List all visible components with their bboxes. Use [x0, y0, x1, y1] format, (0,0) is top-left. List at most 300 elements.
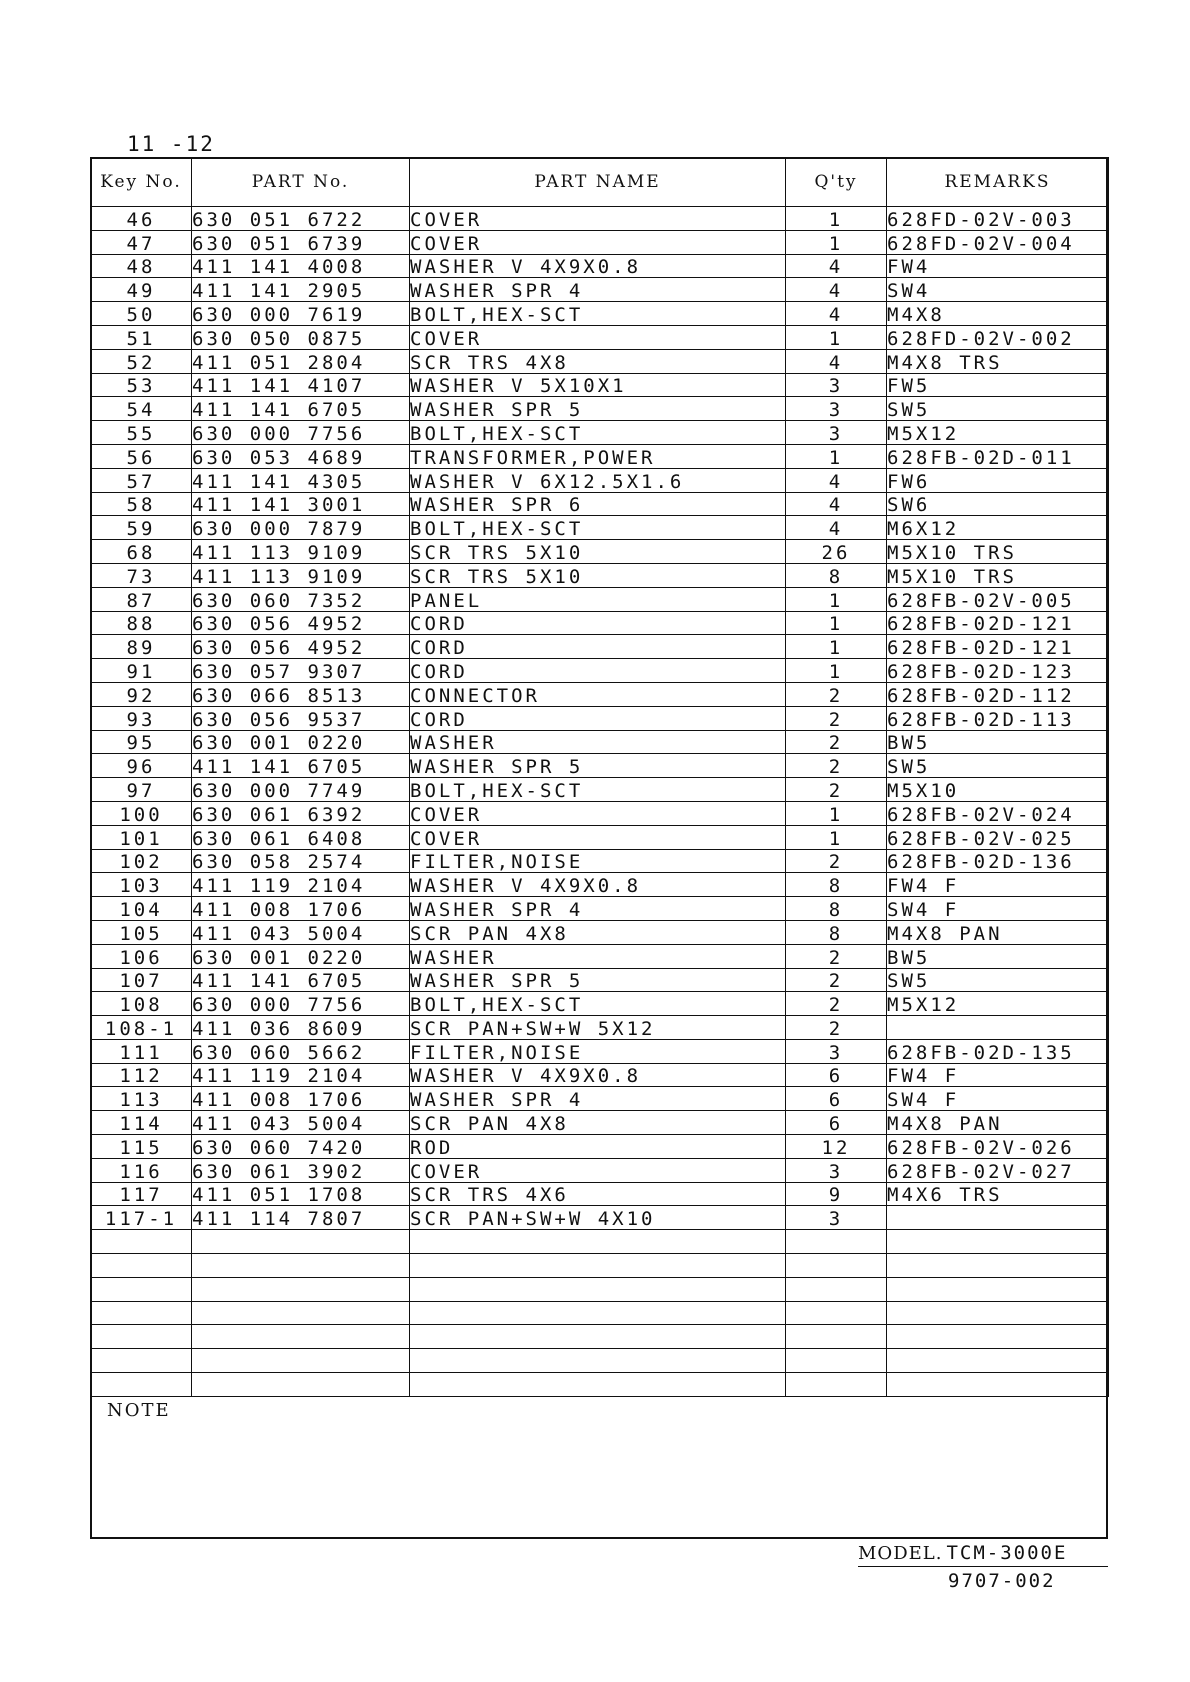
part-name-cell — [410, 1325, 786, 1349]
part-name-cell: WASHER SPR 4 — [410, 1087, 786, 1111]
qty-cell — [786, 1301, 887, 1325]
part-no-cell: 411 036 8609 — [192, 1016, 410, 1040]
qty-cell: 26 — [786, 540, 887, 564]
qty-cell: 2 — [786, 944, 887, 968]
part-no-cell: 411 113 9109 — [192, 563, 410, 587]
part-no-cell — [192, 1301, 410, 1325]
key-no-cell: 114 — [91, 1111, 192, 1135]
table-row — [91, 230, 1109, 254]
table-row — [91, 1301, 1109, 1325]
part-no-cell: 630 057 9307 — [192, 659, 410, 683]
remarks-cell: 628FB-02V-025 — [887, 825, 1109, 849]
part-name-cell: CORD — [410, 635, 786, 659]
qty-cell: 1 — [786, 230, 887, 254]
part-no-cell: 630 000 7749 — [192, 778, 410, 802]
part-name-cell — [410, 1254, 786, 1278]
remarks-cell: SW4 F — [887, 1087, 1109, 1111]
key-no-cell: 89 — [91, 635, 192, 659]
remarks-cell: 628FB-02D-121 — [887, 611, 1109, 635]
remarks-cell: 628FB-02D-121 — [887, 635, 1109, 659]
table-row — [91, 421, 1109, 445]
remarks-cell: 628FB-02V-026 — [887, 1135, 1109, 1159]
remarks-cell: FW4 F — [887, 1063, 1109, 1087]
remarks-cell: M5X10 — [887, 778, 1109, 802]
qty-cell: 3 — [786, 1206, 887, 1230]
qty-cell: 1 — [786, 659, 887, 683]
qty-cell: 1 — [786, 635, 887, 659]
part-no-cell: 411 141 4008 — [192, 254, 410, 278]
table-row — [91, 1039, 1109, 1063]
table-row — [91, 682, 1109, 706]
qty-cell: 3 — [786, 397, 887, 421]
part-name-cell: PANEL — [410, 587, 786, 611]
key-no-cell: 50 — [91, 302, 192, 326]
part-name-cell: WASHER SPR 6 — [410, 492, 786, 516]
table-row — [91, 1087, 1109, 1111]
remarks-cell: 628FB-02D-135 — [887, 1039, 1109, 1063]
qty-cell: 1 — [786, 325, 887, 349]
qty-cell: 2 — [786, 754, 887, 778]
part-no-cell: 411 114 7807 — [192, 1206, 410, 1230]
qty-cell: 1 — [786, 801, 887, 825]
part-no-cell: 630 060 7420 — [192, 1135, 410, 1159]
part-name-cell: WASHER SPR 5 — [410, 968, 786, 992]
part-name-cell: WASHER V 4X9X0.8 — [410, 1063, 786, 1087]
qty-cell: 3 — [786, 1039, 887, 1063]
header-part-name: PART NAME — [410, 158, 786, 207]
remarks-cell: 628FB-02D-136 — [887, 849, 1109, 873]
remarks-cell: M4X8 — [887, 302, 1109, 326]
part-no-cell: 411 043 5004 — [192, 920, 410, 944]
remarks-cell: FW4 F — [887, 873, 1109, 897]
table-row — [91, 207, 1109, 231]
remarks-cell: SW5 — [887, 968, 1109, 992]
remarks-cell: SW4 — [887, 278, 1109, 302]
part-name-cell: SCR PAN 4X8 — [410, 1111, 786, 1135]
remarks-cell: BW5 — [887, 944, 1109, 968]
part-no-cell: 411 141 6705 — [192, 397, 410, 421]
qty-cell: 12 — [786, 1135, 887, 1159]
key-no-cell — [91, 1373, 192, 1397]
part-name-cell: COVER — [410, 1158, 786, 1182]
part-name-cell: SCR PAN+SW+W 4X10 — [410, 1206, 786, 1230]
part-no-cell: 411 008 1706 — [192, 1087, 410, 1111]
part-no-cell: 630 000 7756 — [192, 992, 410, 1016]
table-row — [91, 349, 1109, 373]
table-row — [91, 1158, 1109, 1182]
remarks-cell: FW4 — [887, 254, 1109, 278]
qty-cell: 4 — [786, 254, 887, 278]
qty-cell: 2 — [786, 730, 887, 754]
qty-cell: 4 — [786, 302, 887, 326]
part-name-cell — [410, 1277, 786, 1301]
key-no-cell: 112 — [91, 1063, 192, 1087]
key-no-cell: 88 — [91, 611, 192, 635]
qty-cell — [786, 1349, 887, 1373]
key-no-cell — [91, 1349, 192, 1373]
part-no-cell: 630 066 8513 — [192, 682, 410, 706]
part-no-cell: 411 119 2104 — [192, 873, 410, 897]
part-no-cell: 630 060 5662 — [192, 1039, 410, 1063]
table-row — [91, 659, 1109, 683]
table-row — [91, 1111, 1109, 1135]
qty-cell: 2 — [786, 778, 887, 802]
remarks-cell — [887, 1373, 1109, 1397]
key-no-cell: 47 — [91, 230, 192, 254]
qty-cell: 1 — [786, 587, 887, 611]
part-name-cell: COVER — [410, 801, 786, 825]
key-no-cell: 48 — [91, 254, 192, 278]
part-name-cell: SCR PAN 4X8 — [410, 920, 786, 944]
table-row — [91, 1373, 1109, 1397]
table-row — [91, 1254, 1109, 1278]
qty-cell: 4 — [786, 468, 887, 492]
table-row — [91, 1016, 1109, 1040]
remarks-cell: 628FB-02V-024 — [887, 801, 1109, 825]
part-name-cell: SCR TRS 4X6 — [410, 1182, 786, 1206]
qty-cell: 1 — [786, 825, 887, 849]
qty-cell: 6 — [786, 1063, 887, 1087]
header-remarks: REMARKS — [887, 158, 1109, 207]
remarks-cell — [887, 1301, 1109, 1325]
remarks-cell — [887, 1254, 1109, 1278]
table-row — [91, 1182, 1109, 1206]
qty-cell — [786, 1325, 887, 1349]
part-name-cell: BOLT,HEX-SCT — [410, 302, 786, 326]
part-no-cell: 630 061 6408 — [192, 825, 410, 849]
table-row — [91, 302, 1109, 326]
remarks-cell — [887, 1325, 1109, 1349]
qty-cell — [786, 1254, 887, 1278]
key-no-cell — [91, 1277, 192, 1301]
table-row — [91, 849, 1109, 873]
qty-cell: 2 — [786, 992, 887, 1016]
table-row — [91, 944, 1109, 968]
qty-cell: 8 — [786, 920, 887, 944]
table-row — [91, 325, 1109, 349]
key-no-cell: 104 — [91, 897, 192, 921]
part-name-cell: CONNECTOR — [410, 682, 786, 706]
document-code: 9707-002 — [948, 1570, 1056, 1592]
key-no-cell: 106 — [91, 944, 192, 968]
qty-cell: 1 — [786, 611, 887, 635]
key-no-cell: 97 — [91, 778, 192, 802]
table-row — [91, 635, 1109, 659]
table-row — [91, 1206, 1109, 1230]
part-name-cell: WASHER SPR 5 — [410, 397, 786, 421]
qty-cell: 2 — [786, 682, 887, 706]
table-row — [91, 825, 1109, 849]
part-name-cell — [410, 1230, 786, 1254]
key-no-cell — [91, 1301, 192, 1325]
part-no-cell: 411 141 6705 — [192, 968, 410, 992]
part-name-cell: WASHER V 6X12.5X1.6 — [410, 468, 786, 492]
key-no-cell — [91, 1325, 192, 1349]
remarks-cell: 628FD-02V-003 — [887, 207, 1109, 231]
table-row — [91, 373, 1109, 397]
remarks-cell — [887, 1206, 1109, 1230]
part-no-cell: 630 000 7879 — [192, 516, 410, 540]
remarks-cell — [887, 1230, 1109, 1254]
key-no-cell: 54 — [91, 397, 192, 421]
part-name-cell: ROD — [410, 1135, 786, 1159]
remarks-cell — [887, 1349, 1109, 1373]
key-no-cell: 100 — [91, 801, 192, 825]
part-name-cell: BOLT,HEX-SCT — [410, 516, 786, 540]
key-no-cell: 55 — [91, 421, 192, 445]
remarks-cell: 628FB-02D-112 — [887, 682, 1109, 706]
qty-cell: 6 — [786, 1111, 887, 1135]
part-name-cell: SCR TRS 5X10 — [410, 540, 786, 564]
table-row — [91, 730, 1109, 754]
key-no-cell: 51 — [91, 325, 192, 349]
model-value: TCM-3000E — [946, 1542, 1068, 1564]
remarks-cell: 628FD-02V-002 — [887, 325, 1109, 349]
qty-cell: 6 — [786, 1087, 887, 1111]
part-name-cell: TRANSFORMER,POWER — [410, 444, 786, 468]
part-no-cell: 630 061 3902 — [192, 1158, 410, 1182]
table-row — [91, 1277, 1109, 1301]
qty-cell: 3 — [786, 373, 887, 397]
part-no-cell: 411 141 4305 — [192, 468, 410, 492]
part-name-cell: SCR TRS 4X8 — [410, 349, 786, 373]
key-no-cell: 91 — [91, 659, 192, 683]
key-no-cell — [91, 1254, 192, 1278]
table-row — [91, 1349, 1109, 1373]
table-row — [91, 754, 1109, 778]
remarks-cell: SW4 F — [887, 897, 1109, 921]
table-row — [91, 278, 1109, 302]
key-no-cell: 68 — [91, 540, 192, 564]
part-no-cell: 630 050 0875 — [192, 325, 410, 349]
table-row — [91, 540, 1109, 564]
key-no-cell: 95 — [91, 730, 192, 754]
qty-cell: 2 — [786, 849, 887, 873]
qty-cell — [786, 1230, 887, 1254]
part-no-cell: 630 001 0220 — [192, 944, 410, 968]
model-line — [858, 1542, 1108, 1567]
remarks-cell: SW5 — [887, 397, 1109, 421]
part-no-cell: 411 043 5004 — [192, 1111, 410, 1135]
parts-table-body — [91, 207, 1109, 1397]
table-row — [91, 1063, 1109, 1087]
part-name-cell: BOLT,HEX-SCT — [410, 778, 786, 802]
key-no-cell: 107 — [91, 968, 192, 992]
qty-cell: 8 — [786, 897, 887, 921]
part-no-cell: 411 051 2804 — [192, 349, 410, 373]
key-no-cell: 92 — [91, 682, 192, 706]
part-name-cell: WASHER V 4X9X0.8 — [410, 254, 786, 278]
remarks-cell: 628FB-02D-113 — [887, 706, 1109, 730]
table-row — [91, 897, 1109, 921]
qty-cell: 4 — [786, 492, 887, 516]
header-key-no: Key No. — [91, 158, 192, 207]
key-no-cell: 117 — [91, 1182, 192, 1206]
key-no-cell: 111 — [91, 1039, 192, 1063]
remarks-cell: 628FB-02V-027 — [887, 1158, 1109, 1182]
qty-cell: 1 — [786, 444, 887, 468]
table-row — [91, 992, 1109, 1016]
table-row — [91, 468, 1109, 492]
remarks-cell: M5X12 — [887, 421, 1109, 445]
remarks-cell: BW5 — [887, 730, 1109, 754]
key-no-cell: 52 — [91, 349, 192, 373]
qty-cell: 2 — [786, 968, 887, 992]
part-no-cell: 630 000 7619 — [192, 302, 410, 326]
part-name-cell: WASHER V 5X10X1 — [410, 373, 786, 397]
key-no-cell: 113 — [91, 1087, 192, 1111]
part-no-cell — [192, 1254, 410, 1278]
part-name-cell: WASHER SPR 4 — [410, 278, 786, 302]
key-no-cell: 105 — [91, 920, 192, 944]
qty-cell: 4 — [786, 349, 887, 373]
table-row — [91, 706, 1109, 730]
part-no-cell: 411 008 1706 — [192, 897, 410, 921]
part-no-cell: 630 000 7756 — [192, 421, 410, 445]
table-row — [91, 563, 1109, 587]
key-no-cell: 93 — [91, 706, 192, 730]
key-no-cell: 117-1 — [91, 1206, 192, 1230]
part-no-cell: 630 061 6392 — [192, 801, 410, 825]
table-row — [91, 968, 1109, 992]
key-no-cell: 108 — [91, 992, 192, 1016]
remarks-cell: M4X8 TRS — [887, 349, 1109, 373]
part-name-cell: SCR PAN+SW+W 5X12 — [410, 1016, 786, 1040]
part-name-cell: WASHER — [410, 944, 786, 968]
qty-cell: 1 — [786, 207, 887, 231]
qty-cell: 9 — [786, 1182, 887, 1206]
part-name-cell: COVER — [410, 207, 786, 231]
table-row — [91, 1230, 1109, 1254]
key-no-cell: 96 — [91, 754, 192, 778]
part-name-cell: WASHER SPR 5 — [410, 754, 786, 778]
part-name-cell: COVER — [410, 230, 786, 254]
part-no-cell: 411 119 2104 — [192, 1063, 410, 1087]
remarks-cell: 628FB-02D-123 — [887, 659, 1109, 683]
part-name-cell: CORD — [410, 611, 786, 635]
part-name-cell: COVER — [410, 825, 786, 849]
remarks-cell: M5X10 TRS — [887, 563, 1109, 587]
part-no-cell: 411 141 6705 — [192, 754, 410, 778]
remarks-cell: M4X6 TRS — [887, 1182, 1109, 1206]
key-no-cell: 101 — [91, 825, 192, 849]
part-no-cell: 411 113 9109 — [192, 540, 410, 564]
header-part-no: PART No. — [192, 158, 410, 207]
part-name-cell: FILTER,NOISE — [410, 849, 786, 873]
key-no-cell — [91, 1230, 192, 1254]
key-no-cell: 103 — [91, 873, 192, 897]
remarks-cell: 628FD-02V-004 — [887, 230, 1109, 254]
qty-cell — [786, 1277, 887, 1301]
part-name-cell: CORD — [410, 659, 786, 683]
table-row — [91, 1135, 1109, 1159]
remarks-cell: M5X12 — [887, 992, 1109, 1016]
remarks-cell: SW5 — [887, 754, 1109, 778]
table-header-row — [91, 158, 1109, 207]
part-no-cell: 630 060 7352 — [192, 587, 410, 611]
key-no-cell: 53 — [91, 373, 192, 397]
part-no-cell: 630 056 4952 — [192, 635, 410, 659]
key-no-cell: 73 — [91, 563, 192, 587]
qty-cell: 4 — [786, 516, 887, 540]
qty-cell: 2 — [786, 706, 887, 730]
remarks-cell: M6X12 — [887, 516, 1109, 540]
part-name-cell: BOLT,HEX-SCT — [410, 421, 786, 445]
table-row — [91, 1325, 1109, 1349]
key-no-cell: 58 — [91, 492, 192, 516]
part-name-cell: CORD — [410, 706, 786, 730]
table-row — [91, 873, 1109, 897]
key-no-cell: 115 — [91, 1135, 192, 1159]
remarks-cell — [887, 1277, 1109, 1301]
part-name-cell — [410, 1373, 786, 1397]
table-row — [91, 587, 1109, 611]
qty-cell: 3 — [786, 421, 887, 445]
table-row — [91, 516, 1109, 540]
remarks-cell: M4X8 PAN — [887, 1111, 1109, 1135]
part-name-cell: WASHER V 4X9X0.8 — [410, 873, 786, 897]
key-no-cell: 49 — [91, 278, 192, 302]
part-name-cell: COVER — [410, 325, 786, 349]
remarks-cell: 628FB-02V-005 — [887, 587, 1109, 611]
part-no-cell — [192, 1230, 410, 1254]
part-no-cell: 411 051 1708 — [192, 1182, 410, 1206]
table-row — [91, 611, 1109, 635]
part-no-cell: 411 141 4107 — [192, 373, 410, 397]
part-no-cell: 630 056 4952 — [192, 611, 410, 635]
page-number: 11 -12 — [127, 132, 215, 156]
part-no-cell: 630 056 9537 — [192, 706, 410, 730]
part-name-cell: FILTER,NOISE — [410, 1039, 786, 1063]
part-no-cell: 411 141 2905 — [192, 278, 410, 302]
remarks-cell: SW6 — [887, 492, 1109, 516]
table-row — [91, 920, 1109, 944]
model-label: MODEL. — [858, 1543, 943, 1564]
part-no-cell: 630 001 0220 — [192, 730, 410, 754]
qty-cell: 4 — [786, 278, 887, 302]
part-name-cell: BOLT,HEX-SCT — [410, 992, 786, 1016]
key-no-cell: 116 — [91, 1158, 192, 1182]
key-no-cell: 46 — [91, 207, 192, 231]
part-no-cell: 411 141 3001 — [192, 492, 410, 516]
part-no-cell: 630 058 2574 — [192, 849, 410, 873]
qty-cell — [786, 1373, 887, 1397]
note-label: NOTE — [107, 1400, 171, 1421]
qty-cell: 8 — [786, 873, 887, 897]
part-name-cell — [410, 1301, 786, 1325]
qty-cell: 8 — [786, 563, 887, 587]
part-no-cell — [192, 1277, 410, 1301]
remarks-cell: FW6 — [887, 468, 1109, 492]
part-name-cell: WASHER SPR 4 — [410, 897, 786, 921]
key-no-cell: 102 — [91, 849, 192, 873]
remarks-cell: M4X8 PAN — [887, 920, 1109, 944]
part-no-cell — [192, 1325, 410, 1349]
table-row — [91, 778, 1109, 802]
part-no-cell — [192, 1349, 410, 1373]
key-no-cell: 108-1 — [91, 1016, 192, 1040]
part-no-cell: 630 051 6722 — [192, 207, 410, 231]
remarks-cell: 628FB-02D-011 — [887, 444, 1109, 468]
qty-cell: 3 — [786, 1158, 887, 1182]
remarks-cell: FW5 — [887, 373, 1109, 397]
remarks-cell: M5X10 TRS — [887, 540, 1109, 564]
key-no-cell: 56 — [91, 444, 192, 468]
part-no-cell: 630 053 4689 — [192, 444, 410, 468]
part-name-cell: SCR TRS 5X10 — [410, 563, 786, 587]
table-row — [91, 492, 1109, 516]
table-row — [91, 801, 1109, 825]
